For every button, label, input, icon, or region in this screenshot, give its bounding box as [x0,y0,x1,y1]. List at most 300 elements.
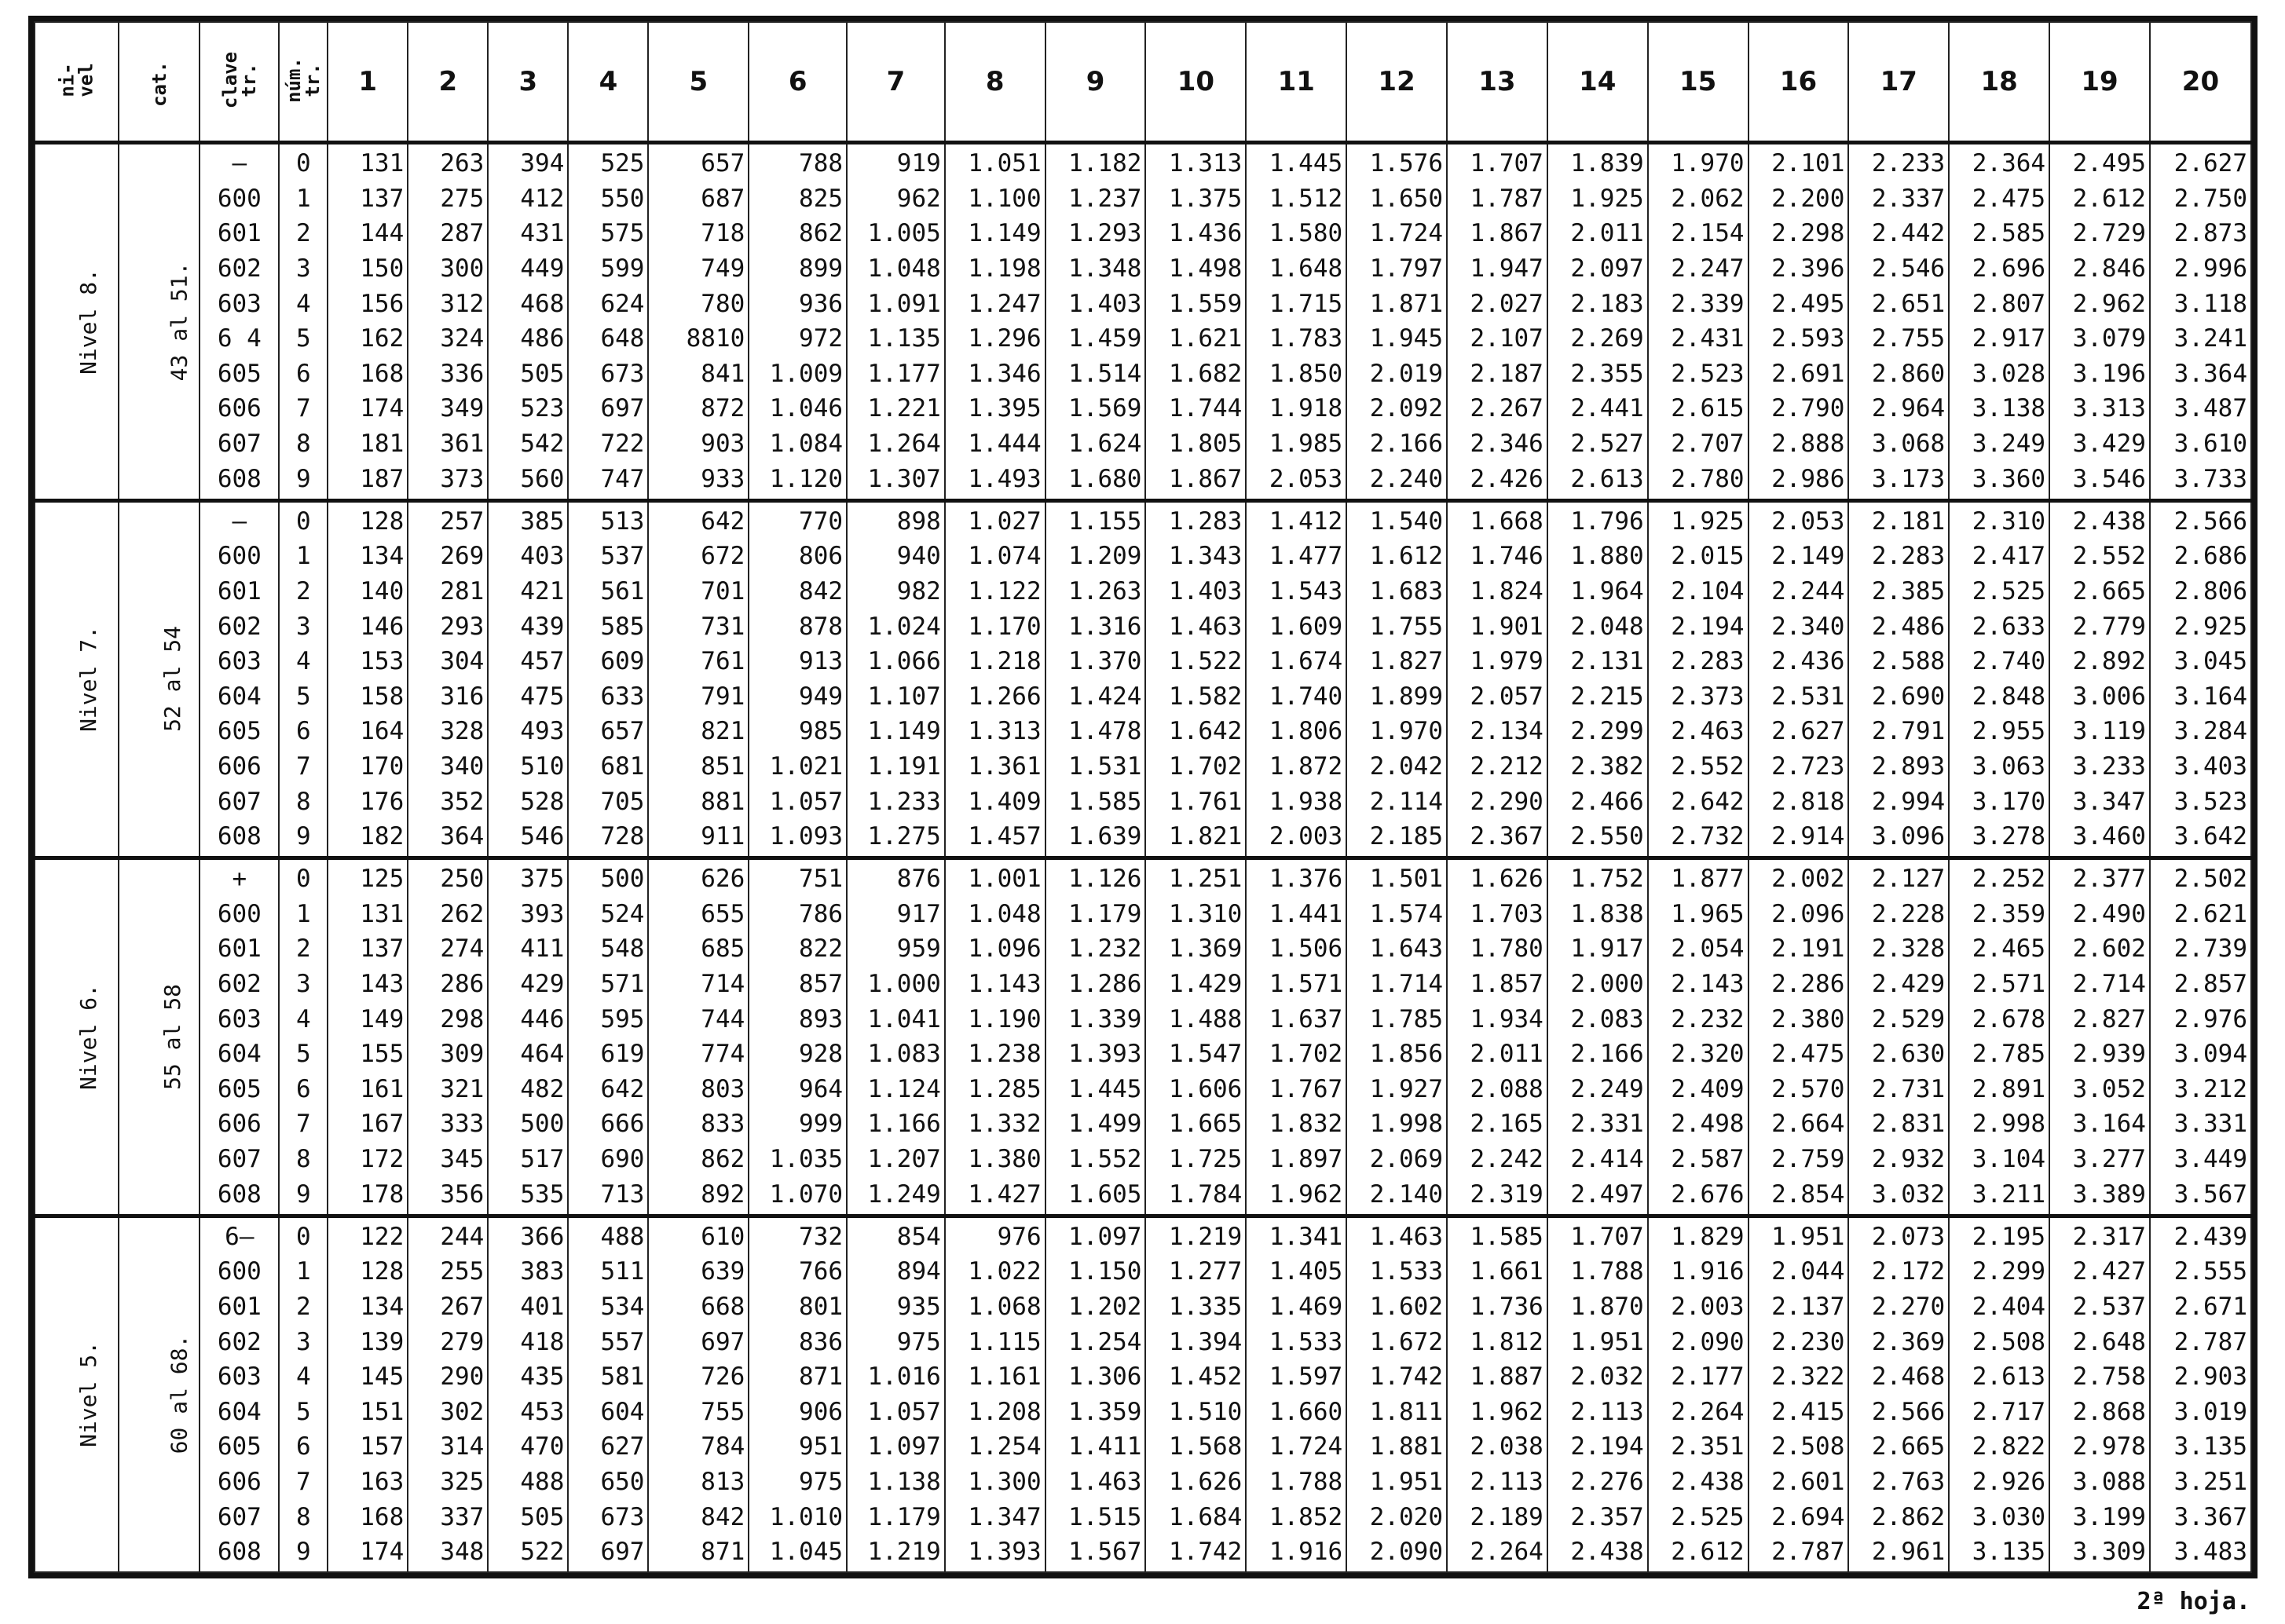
value-column-value: 2.191 [1771,935,1845,964]
value-column-value: 1.522 [1169,647,1243,676]
value-column [749,1216,847,1572]
value-column-value: 2.319 [1470,1180,1543,1209]
value-column-value: 500 [520,1110,565,1139]
value-column-value: 1.310 [1169,899,1243,928]
value-column [328,143,408,501]
value-column-value: 2.385 [1871,576,1946,605]
value-column-value: 2.113 [1570,1397,1644,1426]
value-column-value: 2.755 [1871,324,1946,353]
value-column-value: 1.881 [1369,1432,1444,1461]
value-column-value: 2.438 [2072,507,2146,536]
value-column-value: 862 [701,1145,745,1174]
value-column [1848,858,1949,1216]
value-column-value: 2.939 [2072,1040,2146,1069]
value-column-value: 1.024 [867,612,941,641]
value-column [1447,500,1547,858]
value-column-value: 2.181 [1871,507,1946,536]
num-column-value: 7 [295,394,311,423]
value-column-value: 1.624 [1068,430,1142,459]
clave-column-value: 600 [217,1257,262,1286]
value-column-value: 274 [440,935,485,964]
value-column-value: 140 [360,576,405,605]
clave-column-value: – [232,149,247,178]
value-column-value: 524 [600,899,645,928]
value-column-value: 876 [896,865,941,894]
value-column-value: 1.046 [769,394,844,423]
value-column-value: 2.340 [1771,612,1845,641]
value-column [1547,143,1648,501]
value-column [1346,858,1447,1216]
value-column-value: 550 [600,184,645,213]
value-column-value: 1.045 [769,1538,844,1567]
value-column-value: 2.097 [1570,254,1644,283]
value-column-value: 1.463 [1068,1467,1142,1496]
value-column-value: 1.161 [968,1362,1042,1392]
value-column-value: 951 [799,1432,844,1461]
value-column-value: 1.568 [1169,1432,1243,1461]
value-column-value: 1.138 [867,1467,941,1496]
value-column-value: 2.827 [2072,1004,2146,1033]
value-column-value: 2.355 [1570,359,1644,388]
value-column-value: 1.901 [1470,612,1543,641]
value-column [1246,1216,1346,1572]
value-column-value: 2.247 [1671,254,1745,283]
value-column-value: 1.715 [1269,289,1343,318]
value-column-value: 899 [799,254,844,283]
value-column-value: 2.183 [1570,289,1644,318]
value-column [328,1216,408,1572]
value-column-value: 1.459 [1068,324,1142,353]
value-column-value: 1.512 [1269,184,1343,213]
value-column-value: 1.540 [1369,507,1444,536]
num-column-value: 4 [295,647,311,676]
value-column-value: 854 [896,1222,941,1251]
value-column-value: 3.032 [1871,1180,1946,1209]
num-column-value: 3 [295,254,311,283]
value-column-value: 1.057 [769,787,844,816]
value-column-value: 3.364 [2173,359,2247,388]
clave-column-value: 600 [217,899,262,928]
value-column-value: 134 [360,1292,405,1321]
value-column-value: 181 [360,430,405,459]
value-column-value: 803 [701,1074,745,1103]
value-column-value: 581 [600,1362,645,1392]
value-column-value: 1.488 [1169,1004,1243,1033]
value-column-value: 2.114 [1369,787,1444,816]
value-column-value: 1.232 [1068,935,1142,964]
value-column [1045,858,1146,1216]
value-column [648,500,749,858]
value-column-value: 2.351 [1671,1432,1745,1461]
value-column-value: 2.377 [2072,865,2146,894]
value-column-value: 2.438 [1671,1467,1745,1496]
value-column-value: 2.566 [1871,1397,1946,1426]
section-row [35,858,2251,1216]
num-column-value: 8 [295,430,311,459]
value-column-value: 627 [600,1432,645,1461]
value-column [1246,858,1346,1216]
value-column-value: 2.523 [1671,359,1745,388]
value-column-value: 1.251 [1169,865,1243,894]
value-column-value: 1.510 [1169,1397,1243,1426]
value-column-value: 3.360 [1972,464,2046,493]
value-column-value: 1.135 [867,324,941,353]
value-column-value: 2.806 [2173,576,2247,605]
value-column-value: 1.985 [1269,430,1343,459]
value-column-value: 842 [799,576,844,605]
cat-cell [119,143,200,501]
value-column-value: 187 [360,464,405,493]
num-column-value: 5 [295,1397,311,1426]
value-column-value: 801 [799,1292,844,1321]
value-column-value: 2.346 [1470,430,1543,459]
value-column [1648,143,1749,501]
value-column-value: 174 [360,394,405,423]
value-column-value: 2.676 [1671,1180,1745,1209]
value-column-value: 1.668 [1470,507,1543,536]
value-column [1246,500,1346,858]
value-column-value: 906 [799,1397,844,1426]
value-column-value: 470 [520,1432,565,1461]
value-column-value: 2.497 [1570,1180,1644,1209]
value-column-value: 1.143 [968,970,1042,999]
value-column-value: 1.247 [968,289,1042,318]
clave-column-value: 603 [217,1362,262,1392]
value-column-value: 619 [600,1040,645,1069]
clave-column-value: 601 [217,219,262,248]
value-column-value: 3.079 [2072,324,2146,353]
nivel-cell-label: Nivel 7. [75,626,101,733]
value-column-value: 1.571 [1269,970,1343,999]
value-column [568,500,648,858]
value-column-value: 2.566 [2173,507,2247,536]
value-column-value: 780 [701,289,745,318]
value-column-value: 513 [600,507,645,536]
value-column-value: 302 [440,1397,485,1426]
num-column-value: 6 [295,1432,311,1461]
value-column-value: 1.897 [1269,1145,1343,1174]
value-column-value: 361 [440,430,485,459]
value-column-value: 352 [440,787,485,816]
value-column [1648,1216,1749,1572]
value-column-value: 813 [701,1467,745,1496]
value-column-value: 2.249 [1570,1074,1644,1103]
value-column-value: 1.829 [1671,1222,1745,1251]
value-column-value: 2.140 [1369,1180,1444,1209]
value-column-value: 279 [440,1327,485,1356]
value-column [2049,143,2150,501]
value-column-value: 2.092 [1369,394,1444,423]
value-column [1749,500,1849,858]
value-column-value: 257 [440,507,485,536]
value-column-value: 1.409 [968,787,1042,816]
num-column-value: 1 [295,542,311,571]
value-column-value: 161 [360,1074,405,1103]
clave-column-value: 605 [217,1074,262,1103]
value-column-value: 2.436 [1771,647,1845,676]
value-column-value: 2.860 [1871,359,1946,388]
num-column-value: 3 [295,970,311,999]
value-column-value: 2.529 [1871,1004,1946,1033]
value-column-value: 2.310 [1972,507,2046,536]
value-column-value: 1.097 [867,1432,941,1461]
value-column-value: 2.053 [1771,507,1845,536]
value-column-value: 534 [600,1292,645,1321]
value-column-value: 3.068 [1871,430,1946,459]
value-column-value: 690 [600,1145,645,1174]
clave-column-value: 606 [217,394,262,423]
value-column-value: 2.996 [2173,254,2247,283]
value-column-value: 2.107 [1470,324,1543,353]
value-column-value: 1.979 [1470,647,1543,676]
clave-column-value: 600 [217,542,262,571]
value-column-value: 1.643 [1369,935,1444,964]
value-column-value: 312 [440,289,485,318]
value-column-value: 3.483 [2173,1538,2247,1567]
value-column [408,500,488,858]
value-column-value: 1.306 [1068,1362,1142,1392]
value-column-value: 1.672 [1369,1327,1444,1356]
value-column [1045,143,1146,501]
value-column-value: 464 [520,1040,565,1069]
value-column-value: 2.328 [1871,935,1946,964]
value-column-value: 2.525 [1972,576,2046,605]
col-header: 20 [2150,22,2251,143]
value-column-value: 505 [520,1502,565,1531]
value-column-value: 1.945 [1369,324,1444,353]
value-column-value: 2.189 [1470,1502,1543,1531]
value-column-value: 821 [701,717,745,746]
value-column-value: 1.951 [1570,1327,1644,1356]
header-row [35,22,2251,143]
value-column-value: 3.523 [2173,787,2247,816]
value-column-value: 3.096 [1871,822,1946,851]
value-column-value: 893 [799,1004,844,1033]
num-column-value: 9 [295,822,311,851]
value-column-value: 1.621 [1169,324,1243,353]
col-header: 18 [1949,22,2049,143]
value-column-value: 633 [600,682,645,711]
value-column-value: 528 [520,787,565,816]
value-column-value: 164 [360,717,405,746]
value-column-value: 3.045 [2173,647,2247,676]
value-column-value: 2.612 [1671,1538,1745,1567]
value-column-value: 2.502 [2173,865,2247,894]
value-column-value: 394 [520,149,565,178]
value-column-value: 439 [520,612,565,641]
value-column-value: 668 [701,1292,745,1321]
value-column [1749,858,1849,1216]
value-column-value: 1.783 [1269,324,1343,353]
value-column-value: 411 [520,935,565,964]
value-column [1145,1216,1246,1572]
value-column-value: 525 [600,149,645,178]
value-column-value: 1.755 [1369,612,1444,641]
value-column-value: 1.057 [867,1397,941,1426]
value-column-value: 2.893 [1871,752,1946,781]
value-column-value: 2.892 [2072,647,2146,676]
value-column-value: 2.642 [1671,787,1745,816]
value-column-value: 1.347 [968,1502,1042,1531]
value-column-value: 373 [440,464,485,493]
value-column-value: 2.686 [2173,542,2247,571]
value-column-value: 892 [701,1180,745,1209]
value-column-value: 1.724 [1369,219,1444,248]
value-column-value: 1.867 [1169,464,1243,493]
table-body [35,143,2251,1573]
value-column-value: 770 [799,507,844,536]
value-column-value: 2.290 [1470,787,1543,816]
value-column-value: 701 [701,576,745,605]
value-column-value: 728 [600,822,645,851]
value-column-value: 2.651 [1871,289,1946,318]
value-column-value: 144 [360,219,405,248]
value-column-value: 1.637 [1269,1004,1343,1033]
value-column [648,1216,749,1572]
value-column-value: 2.633 [1972,612,2046,641]
value-column-value: 146 [360,612,405,641]
value-column-value: 673 [600,1502,645,1531]
clave-column [200,143,279,501]
value-column-value: 134 [360,542,405,571]
value-column-value: 2.331 [1570,1110,1644,1139]
value-column-value: 1.917 [1570,935,1644,964]
value-column [2150,858,2251,1216]
value-column-value: 3.119 [2072,717,2146,746]
value-column-value: 3.030 [1972,1502,2046,1531]
clave-column-value: 604 [217,1397,262,1426]
section-row [35,143,2251,501]
value-column-value: 2.475 [1771,1040,1845,1069]
value-column-value: 1.916 [1269,1538,1343,1567]
value-column-value: 2.172 [1871,1257,1946,1286]
value-column [2049,1216,2150,1572]
value-column-value: 1.805 [1169,430,1243,459]
value-column-value: 2.961 [1871,1538,1946,1567]
num-column-value: 4 [295,289,311,318]
value-column-value: 1.707 [1570,1222,1644,1251]
value-column-value: 153 [360,647,405,676]
value-column-value: 1.938 [1269,787,1343,816]
value-column-value: 1.951 [1771,1222,1845,1251]
value-column-value: 2.790 [1771,394,1845,423]
value-column-value: 522 [520,1538,565,1567]
value-column-value: 975 [799,1467,844,1496]
value-column-value: 3.313 [2072,394,2146,423]
value-column-value: 1.871 [1369,289,1444,318]
value-column-value: 1.427 [968,1180,1042,1209]
col-header: 2 [408,22,488,143]
value-column-value: 275 [440,184,485,213]
value-column-value: 431 [520,219,565,248]
value-column-value: 125 [360,865,405,894]
value-column-value: 2.298 [1771,219,1845,248]
clave-column-value: 608 [217,464,262,493]
value-column-value: 1.041 [867,1004,941,1033]
value-column-value: 2.665 [2072,576,2146,605]
value-column-value: 1.998 [1369,1110,1444,1139]
value-column-value: 2.011 [1570,219,1644,248]
value-column-value: 2.283 [1871,542,1946,571]
col-header: 4 [568,22,648,143]
num-column [279,858,328,1216]
value-column [2049,858,2150,1216]
value-column-value: 1.824 [1470,576,1543,605]
value-column-value: 3.546 [2072,464,2146,493]
value-column-value: 1.405 [1269,1257,1343,1286]
value-column-value: 749 [701,254,745,283]
value-column-value: 2.042 [1369,752,1444,781]
value-column [2049,500,2150,858]
value-column-value: 857 [799,970,844,999]
num-column-value: 6 [295,359,311,388]
value-column-value: 2.694 [1771,1502,1845,1531]
value-column-value: 2.090 [1671,1327,1745,1356]
value-column-value: 650 [600,1467,645,1496]
value-column-value: 1.375 [1169,184,1243,213]
value-column-value: 2.508 [1972,1327,2046,1356]
value-column-value: 1.300 [968,1467,1042,1496]
value-column-value: 3.135 [1972,1538,2046,1567]
value-column-value: 2.337 [1871,184,1946,213]
value-column-value: 1.469 [1269,1292,1343,1321]
clave-column-value: 603 [217,1004,262,1033]
value-column-value: 624 [600,289,645,318]
value-column-value: 3.309 [2072,1538,2146,1567]
num-column-value: 9 [295,1180,311,1209]
value-column-value: 393 [520,899,565,928]
value-column-value: 2.732 [1671,822,1745,851]
value-column-value: 2.552 [2072,542,2146,571]
value-column-value: 2.691 [1771,359,1845,388]
value-column-value: 517 [520,1145,565,1174]
value-column-value: 2.088 [1470,1074,1543,1103]
value-column-value: 2.531 [1771,682,1845,711]
value-column [408,1216,488,1572]
value-column-value: 1.639 [1068,822,1142,851]
value-column-value: 2.926 [1972,1467,2046,1496]
clave-column-value: – [232,507,247,536]
value-column-value: 949 [799,682,844,711]
value-column-value: 453 [520,1397,565,1426]
value-column-value: 1.559 [1169,289,1243,318]
value-column-value: 1.452 [1169,1362,1243,1392]
value-column-value: 685 [701,935,745,964]
value-column [1648,500,1749,858]
value-column-value: 486 [520,324,565,353]
value-column-value: 158 [360,682,405,711]
value-column-value: 1.218 [968,647,1042,676]
value-column-value: 3.196 [2072,359,2146,388]
value-column-value: 1.867 [1470,219,1543,248]
value-column-value: 2.463 [1671,717,1745,746]
value-column [945,500,1045,858]
value-column-value: 1.934 [1470,1004,1543,1033]
value-column-value: 2.228 [1871,899,1946,928]
col-header: 14 [1547,22,1648,143]
value-column-value: 511 [600,1257,645,1286]
value-column-value: 851 [701,752,745,781]
value-column-value: 1.626 [1470,865,1543,894]
value-column-value: 2.678 [1972,1004,2046,1033]
value-column-value: 1.499 [1068,1110,1142,1139]
value-column [1848,143,1949,501]
value-column-value: 2.888 [1771,430,1845,459]
value-column-value: 3.164 [2072,1110,2146,1139]
value-column-value: 1.097 [1068,1222,1142,1251]
clave-column-value: 605 [217,717,262,746]
value-column-value: 286 [440,970,485,999]
